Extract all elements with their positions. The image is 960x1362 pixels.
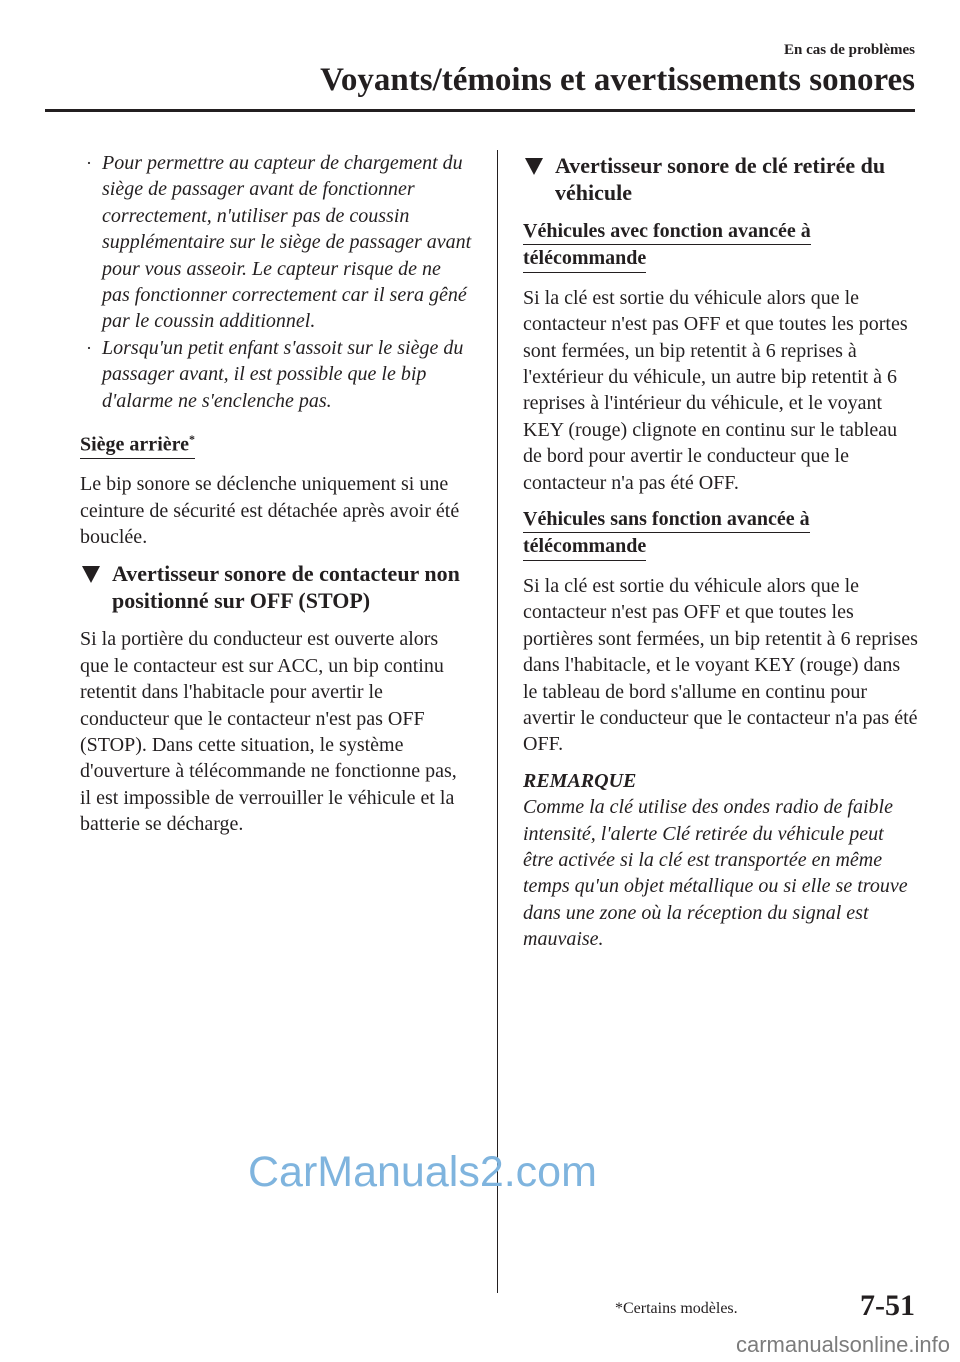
rear-seat-paragraph: Le bip sonore se déclenche uniquement si une ceinture de sécurité est détachée après avoir été bouclée. <box>80 473 460 548</box>
footnote: *Certains modèles. <box>615 1300 738 1317</box>
down-triangle-icon <box>82 566 100 583</box>
note-paragraph: Comme la clé utilise des ondes radio de faible intensité, l'alerte Clé retirée du véhicule peut être activée si la clé est transportée en même temps qu'un objet métallique ou si elle se trouve dans une zone où la réception du signal est mauvaise. <box>523 796 908 951</box>
footnote-marker: * <box>189 432 196 447</box>
with-remote-heading: Véhicules avec fonction avancée à télécommande <box>523 218 918 273</box>
note-heading: REMARQUE <box>523 769 637 792</box>
page-title: Voyants/témoins et avertissements sonores <box>320 62 915 98</box>
list-item <box>80 150 472 335</box>
column-divider <box>497 150 498 1293</box>
down-triangle-icon <box>525 158 543 175</box>
left-column <box>80 150 472 848</box>
watermark: CarManuals2.com <box>248 1148 597 1196</box>
site-watermark: carmanualsonline.info <box>735 1332 950 1357</box>
without-remote-paragraph: Si la clé est sortie du véhicule alors que le contacteur n'est pas OFF et que toutes les portières sont fermées, un bip retentit à 6 reprises dans l'habitacle, et le voyant KEY (rouge) dans le tableau de bord s'allume en continu pour avertir le conducteur que le contacteur n'a pas été OFF. <box>523 574 918 756</box>
list-item <box>80 335 472 414</box>
ignition-warning-paragraph: Si la portière du conducteur est ouverte alors que le contacteur est sur ACC, un bip continu retentit dans l'habitacle pour avertir le conducteur que le contacteur n'est pas OFF (STOP). Dans cette situation, le système d'ouverture à télécommande ne fonctionne pas, il est impossible de verrouiller le véhicule et la batterie se décharge. <box>80 628 457 836</box>
with-remote-paragraph: Si la clé est sortie du véhicule alors que le contacteur n'est pas OFF et que toutes les portes sont fermées, un bip retentit à 6 reprises à l'extérieur du véhicule, un autre bip retentit à 6 reprises à l'intérieur du véhicule, et le voyant KEY (rouge) clignote en continu sur le tableau de bord pour avertir le conducteur que le contacteur n'a pas été OFF. <box>523 286 908 494</box>
bullet-icon: · <box>86 337 92 358</box>
rear-seat-heading: Siège arrière* <box>80 426 195 459</box>
right-column <box>523 150 918 963</box>
chapter-title: En cas de problèmes <box>784 42 915 58</box>
bullet-text: Pour permettre au capteur de chargement du siège de passager avant de fonctionner correctement, n'utiliser pas de coussin supplémentaire sur le siège de passager avant pour vous asseoir. Le capteur risque de ne pas fonctionner correctement car il sera gêné par le coussin additionnel. <box>102 152 472 333</box>
bullet-list <box>80 150 472 414</box>
ignition-warning-heading: Avertisseur sonore de contacteur non positionné sur OFF (STOP) <box>80 560 472 614</box>
without-remote-heading: Véhicules sans fonction avancée à télécommande <box>523 506 918 561</box>
key-removed-heading: Avertisseur sonore de clé retirée du véhicule <box>523 152 918 206</box>
bullet-text: Lorsqu'un petit enfant s'assoit sur le siège du passager avant, il est possible que le bip d'alarme ne s'enclenche pas. <box>102 336 464 412</box>
header-rule <box>45 109 915 112</box>
bullet-icon: · <box>86 153 92 173</box>
page-number: 7-51 <box>860 1289 915 1322</box>
